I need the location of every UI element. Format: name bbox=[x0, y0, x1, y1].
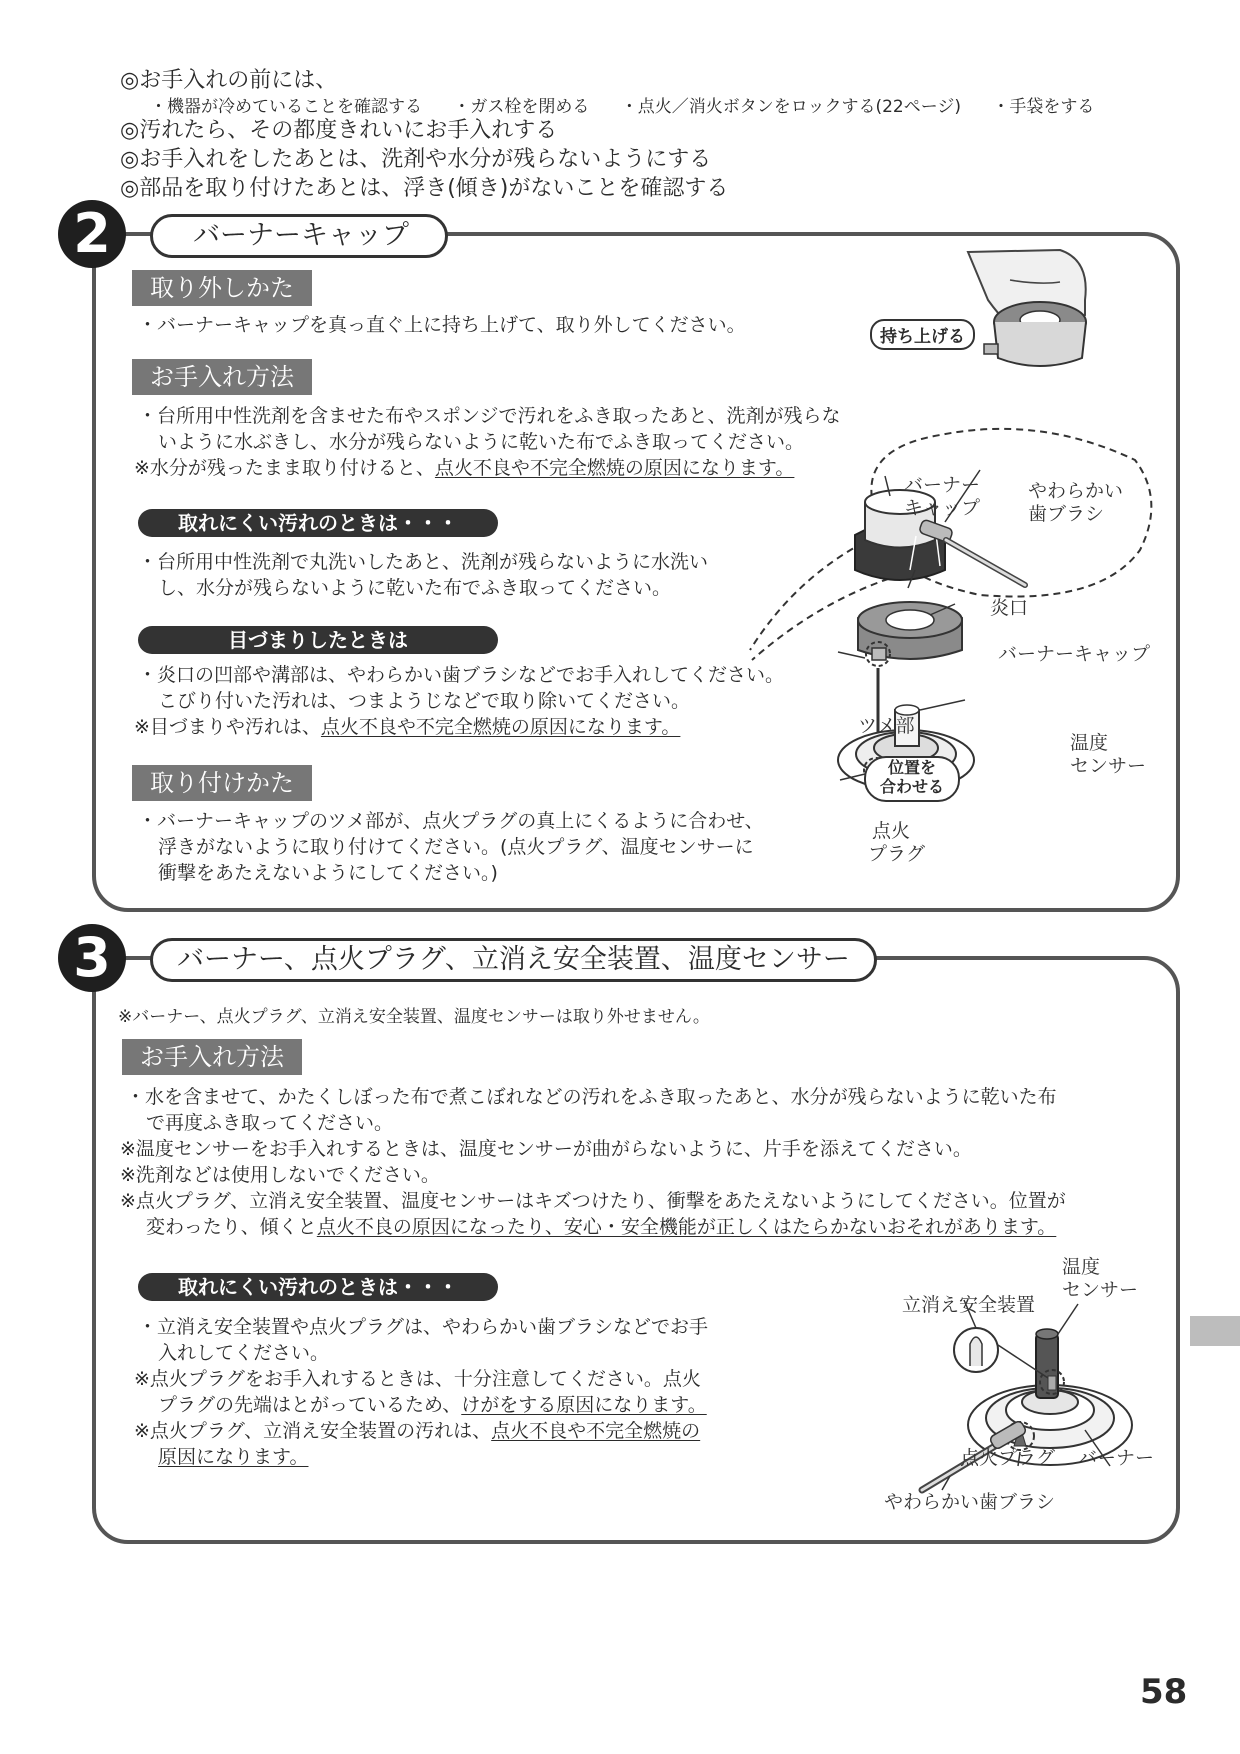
section-2-title: バーナーキャップ bbox=[150, 214, 448, 258]
section-3-number-icon: 3 bbox=[58, 924, 126, 992]
diag-plug-2: プラグ bbox=[868, 843, 926, 865]
care3-note-4-prefix: 変わったり、傾くと bbox=[146, 1216, 317, 1238]
section-3-title: バーナー、点火プラグ、立消え安全装置、温度センサー bbox=[150, 938, 877, 982]
intro-bullets bbox=[150, 92, 1120, 117]
diag3-brush: やわらかい歯ブラシ bbox=[884, 1491, 1056, 1513]
care-note-underlined: 点火不良や不完全燃焼の原因になります。 bbox=[434, 457, 795, 479]
intro-line-4: ◎部品を取り付けたあとは、浮き(傾き)がないことを確認する bbox=[120, 176, 729, 201]
hard3-note-4-underlined: 原因になります。 bbox=[158, 1446, 309, 1468]
intro-bullet: ・機器が冷めていることを確認する bbox=[150, 97, 422, 117]
diag-temp-sensor-1: 温度 bbox=[1070, 732, 1109, 754]
attach-text-3: 衝撃をあたえないようにしてください。) bbox=[158, 862, 498, 884]
diag-tab: ツメ部 bbox=[858, 715, 915, 737]
label-care-3: お手入れ方法 bbox=[122, 1039, 302, 1075]
care-note bbox=[134, 455, 794, 481]
hard-text-2: し、水分が残らないように乾いた布でふき取ってください。 bbox=[158, 577, 672, 599]
burner-illustration bbox=[880, 1290, 1170, 1520]
hard3-note-2 bbox=[158, 1392, 707, 1418]
clog-text-2: こびり付いた汚れは、つまようじなどで取り除いてください。 bbox=[158, 690, 691, 712]
section-2-number-icon: 2 bbox=[58, 200, 126, 268]
hard-text-1: ・台所用中性洗剤で丸洗いしたあと、洗剤が残らないように水洗い bbox=[138, 551, 709, 573]
diag3-temp-2: センサー bbox=[1062, 1279, 1139, 1301]
clog-note-prefix: ※目づまりや汚れは、 bbox=[134, 716, 321, 738]
hard3-note-2-prefix: プラグの先端はとがっているため、 bbox=[158, 1394, 462, 1416]
care-text-2: いように水ぶきし、水分が残らないように乾いた布でふき取ってください。 bbox=[158, 431, 805, 453]
attach-text-2: 浮きがないように取り付けてください。(点火プラグ、温度センサーに bbox=[158, 836, 754, 858]
care-text-1: ・台所用中性洗剤を含ませた布やスポンジで汚れをふき取ったあと、洗剤が残らな bbox=[138, 405, 841, 427]
hard3-note-3-underlined: 点火不良や不完全燃焼の bbox=[491, 1420, 701, 1442]
pill-hard-stains-3: 取れにくい汚れのときは・・・ bbox=[138, 1273, 498, 1301]
care3-text-2: で再度ふき取ってください。 bbox=[146, 1112, 394, 1134]
label-care: お手入れ方法 bbox=[132, 359, 312, 395]
care3-note-4 bbox=[146, 1214, 1056, 1240]
clog-text-1: ・炎口の凹部や溝部は、やわらかい歯ブラシなどでお手入れしてください。 bbox=[138, 664, 785, 686]
lift-badge: 持ち上げる bbox=[870, 319, 975, 350]
section-3-note: ※バーナー、点火プラグ、立消え安全装置、温度センサーは取り外せません。 bbox=[118, 1007, 710, 1027]
page-number: 58 bbox=[1140, 1672, 1188, 1712]
care-note-prefix: ※水分が残ったまま取り付けると、 bbox=[134, 457, 435, 479]
hard3-text-2: 入れしてください。 bbox=[158, 1342, 330, 1364]
align-badge-line-2: 合わせる bbox=[879, 777, 944, 796]
side-tab bbox=[1190, 1316, 1240, 1346]
diag-flame-port: 炎口 bbox=[990, 597, 1029, 619]
hand-lifting-cap-illustration bbox=[968, 250, 1086, 366]
diag-burner-cap: バーナーキャップ bbox=[998, 643, 1151, 665]
align-badge-line-1: 位置を bbox=[887, 758, 936, 777]
pill-hard-stains: 取れにくい汚れのときは・・・ bbox=[138, 509, 498, 537]
intro-bullet: ・点火／消火ボタンをロックする(22ページ) bbox=[620, 97, 962, 117]
diag-brush-2: 歯ブラシ bbox=[1028, 503, 1105, 525]
intro-bullet: ・手袋をする bbox=[992, 97, 1095, 117]
hard3-text-1: ・立消え安全装置や点火プラグは、やわらかい歯ブラシなどでお手 bbox=[138, 1316, 709, 1338]
hard3-note-2-underlined: けがをする原因になります。 bbox=[461, 1394, 707, 1416]
care3-note-3: ※点火プラグ、立消え安全装置、温度センサーはキズつけたり、衝撃をあたえないようにしてください。位置が bbox=[120, 1190, 1066, 1212]
pill-clogged: 目づまりしたときは bbox=[138, 626, 498, 654]
attach-text-1: ・バーナーキャップのツメ部が、点火プラグの真上にくるように合わせ、 bbox=[138, 810, 764, 832]
diag-temp-sensor-2: センサー bbox=[1070, 755, 1147, 777]
care3-note-1: ※温度センサーをお手入れするときは、温度センサーが曲がらないように、片手を添えてください。 bbox=[120, 1138, 972, 1160]
clog-note bbox=[134, 714, 680, 740]
diag3-burner: バーナー bbox=[1078, 1447, 1155, 1469]
remove-text: ・バーナーキャップを真っ直ぐ上に持ち上げて、取り外してください。 bbox=[138, 314, 746, 336]
label-remove: 取り外しかた bbox=[132, 270, 312, 306]
clog-note-underlined: 点火不良や不完全燃焼の原因になります。 bbox=[320, 716, 681, 738]
hard3-note-3 bbox=[134, 1418, 700, 1444]
align-badge bbox=[864, 756, 960, 802]
diag-burner-cap-2: キャップ bbox=[904, 497, 981, 519]
intro-line-1: ◎お手入れの前には、 bbox=[120, 68, 338, 93]
diag3-temp-1: 温度 bbox=[1062, 1256, 1101, 1278]
diag3-ignition-plug: 点火プラグ bbox=[960, 1447, 1056, 1469]
care3-text-1: ・水を含ませて、かたくしぼった布で煮こぼれなどの汚れをふき取ったあと、水分が残らないように乾いた布 bbox=[126, 1086, 1057, 1108]
label-attach: 取り付けかた bbox=[132, 765, 312, 801]
care3-note-2: ※洗剤などは使用しないでください。 bbox=[120, 1164, 440, 1186]
hard3-note-4 bbox=[158, 1444, 308, 1470]
diag-burner-cap-1: バーナー bbox=[904, 474, 981, 496]
diag3-safety-device: 立消え安全装置 bbox=[902, 1294, 1036, 1316]
hard3-note-1: ※点火プラグをお手入れするときは、十分注意してください。点火 bbox=[134, 1368, 701, 1390]
diag-plug-1: 点火 bbox=[872, 820, 911, 842]
intro-bullet: ・ガス栓を閉める bbox=[453, 97, 590, 117]
diag-brush-1: やわらかい bbox=[1028, 480, 1124, 502]
intro-line-2: ◎汚れたら、その都度きれいにお手入れする bbox=[120, 118, 558, 143]
intro-line-3: ◎お手入れをしたあとは、洗剤や水分が残らないようにする bbox=[120, 147, 712, 172]
hard3-note-3-prefix: ※点火プラグ、立消え安全装置の汚れは、 bbox=[134, 1420, 492, 1442]
care3-note-4-underlined: 点火不良の原因になったり、安心・安全機能が正しくはたらかないおそれがあります。 bbox=[316, 1216, 1057, 1238]
